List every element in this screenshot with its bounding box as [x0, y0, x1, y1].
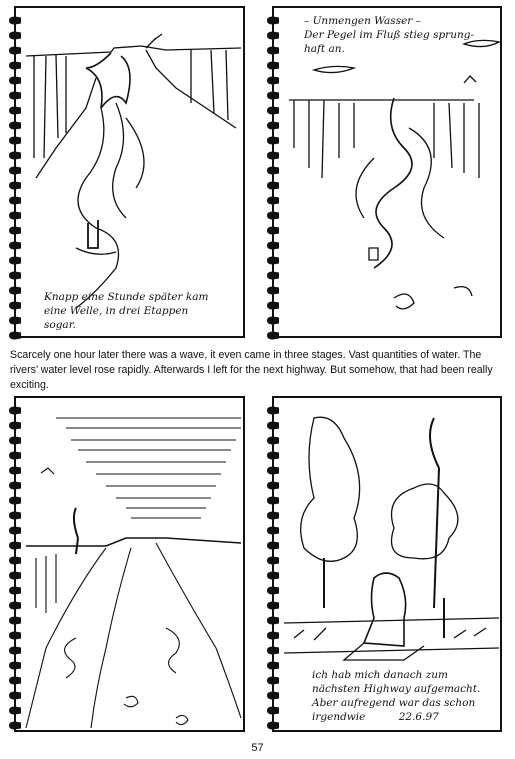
spiral-coil: [8, 151, 22, 160]
spiral-coil: [266, 16, 280, 25]
spiral-coil: [266, 691, 280, 700]
spiral-coil: [266, 511, 280, 520]
spiral-coil: [8, 136, 22, 145]
spiral-coil: [266, 181, 280, 190]
spiral-coil: [8, 106, 22, 115]
spiral-coil: [266, 226, 280, 235]
spiral-coil: [8, 436, 22, 445]
spiral-coil: [266, 721, 280, 730]
spiral-coil: [8, 556, 22, 565]
spiral-coil: [8, 121, 22, 130]
spiral-coil: [266, 421, 280, 430]
spiral-coil: [8, 286, 22, 295]
spiral-coil: [8, 196, 22, 205]
spiral-coil: [8, 61, 22, 70]
spiral-coil: [8, 166, 22, 175]
river-wave-drawing: [16, 8, 245, 338]
spiral-coil: [266, 106, 280, 115]
spiral-coil: [8, 91, 22, 100]
handwritten-note-br: ich hab mich danach zum nächsten Highway aufgemacht. Aber aufregend war das schon irgendwie 22.6.97: [312, 669, 481, 723]
spiral-coil: [8, 256, 22, 265]
spiral-coil: [266, 241, 280, 250]
spiral-coil: [8, 586, 22, 595]
spiral-coil: [266, 571, 280, 580]
spiral-coil: [266, 631, 280, 640]
spiral-coil: [266, 661, 280, 670]
spiral-coil: [8, 421, 22, 430]
spiral-coil: [266, 616, 280, 625]
spiral-coil: [266, 586, 280, 595]
spiral-coil: [8, 211, 22, 220]
water-level-drawing: [274, 8, 502, 338]
sketch-panel-water-level: [272, 6, 502, 338]
spiral-coil: [266, 481, 280, 490]
spiral-coil: [8, 541, 22, 550]
spiral-coil: [266, 61, 280, 70]
spiral-coil: [8, 181, 22, 190]
spiral-coil: [8, 511, 22, 520]
spiral-coil: [266, 301, 280, 310]
spiral-coil: [266, 316, 280, 325]
spiral-coil: [266, 76, 280, 85]
spiral-coil: [8, 316, 22, 325]
spiral-coil: [8, 16, 22, 25]
spiral-coil: [266, 211, 280, 220]
spiral-coil: [266, 526, 280, 535]
spiral-coil: [8, 691, 22, 700]
spiral-coil: [266, 166, 280, 175]
spiral-coil: [8, 616, 22, 625]
spiral-coil: [8, 76, 22, 85]
spiral-coil: [266, 31, 280, 40]
spiral-binding-br: [266, 398, 280, 732]
wide-river-drawing: [16, 398, 245, 732]
spiral-binding-tl: [8, 8, 22, 338]
spiral-coil: [266, 706, 280, 715]
spiral-binding-bl: [8, 398, 22, 732]
spiral-coil: [266, 541, 280, 550]
spiral-coil: [8, 481, 22, 490]
spiral-coil: [8, 301, 22, 310]
sketch-panel-river-wave: [14, 6, 245, 338]
sketch-panel-self-portrait: [272, 396, 502, 732]
handwritten-note-tl: Knapp eine Stunde später kam eine Welle, in drei Etappen sogar.: [44, 291, 209, 331]
spiral-coil: [266, 436, 280, 445]
spiral-coil: [266, 151, 280, 160]
spiral-coil: [266, 46, 280, 55]
spiral-coil: [8, 331, 22, 340]
page-number: 57: [251, 742, 264, 754]
spiral-coil: [8, 406, 22, 415]
spiral-coil: [266, 196, 280, 205]
spiral-coil: [266, 136, 280, 145]
spiral-coil: [8, 241, 22, 250]
spiral-coil: [266, 496, 280, 505]
spiral-coil: [8, 661, 22, 670]
spiral-coil: [8, 31, 22, 40]
spiral-coil: [8, 271, 22, 280]
spiral-coil: [266, 331, 280, 340]
english-caption: Scarcely one hour later there was a wave, it even came in three stages. Vast quantities of water. The rivers’ water level rose rapidly. Afterwards I left for the next highway. But somehow, that had been really exciting.: [10, 349, 493, 391]
spiral-coil: [8, 451, 22, 460]
spiral-coil: [8, 571, 22, 580]
spiral-coil: [8, 46, 22, 55]
spiral-coil: [266, 451, 280, 460]
spiral-coil: [8, 466, 22, 475]
spiral-coil: [266, 646, 280, 655]
spiral-coil: [266, 601, 280, 610]
spiral-coil: [266, 91, 280, 100]
spiral-coil: [8, 601, 22, 610]
spiral-coil: [266, 466, 280, 475]
sketch-panel-wide-river: [14, 396, 245, 732]
spiral-coil: [8, 676, 22, 685]
spiral-coil: [8, 646, 22, 655]
spiral-coil: [266, 256, 280, 265]
spiral-binding-tr: [266, 8, 280, 338]
spiral-coil: [266, 121, 280, 130]
spiral-coil: [266, 556, 280, 565]
spiral-coil: [266, 286, 280, 295]
spiral-coil: [266, 406, 280, 415]
spiral-coil: [8, 496, 22, 505]
spiral-coil: [266, 271, 280, 280]
spiral-coil: [8, 721, 22, 730]
spiral-coil: [266, 676, 280, 685]
spiral-coil: [8, 631, 22, 640]
handwritten-note-tr: – Unmengen Wasser – Der Pegel im Fluß stieg sprung- haft an.: [304, 15, 474, 55]
spiral-coil: [8, 226, 22, 235]
spiral-coil: [8, 706, 22, 715]
spiral-coil: [8, 526, 22, 535]
